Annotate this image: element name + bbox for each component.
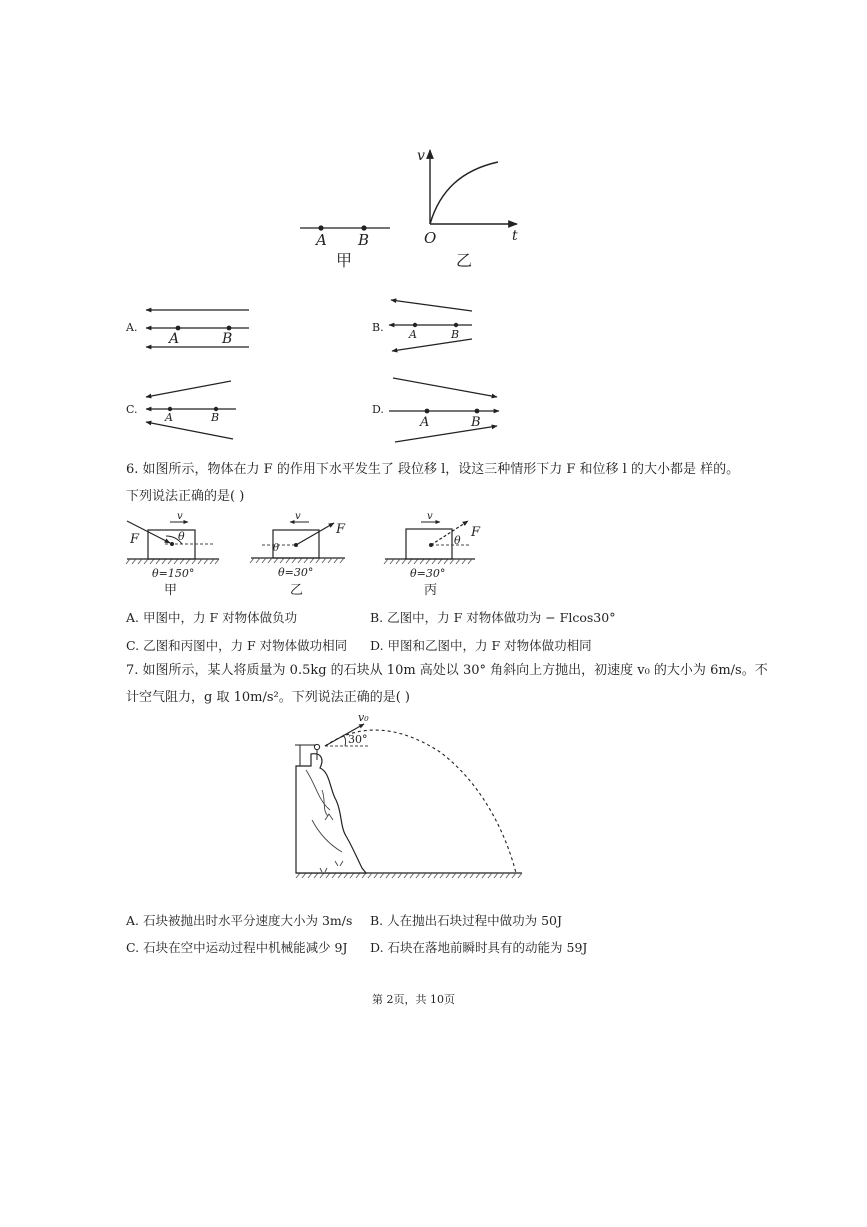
label-point-b: B [358, 231, 370, 249]
option-d-point-a: A [420, 415, 430, 430]
option-a-point-a: A [169, 331, 180, 347]
q7-option-b: B. 人在抛出石块过程中做功为 50J [370, 913, 563, 928]
q6-fig2-angle-value: θ=30° [278, 566, 314, 579]
q5-option-a-label: A. [126, 321, 138, 334]
option-d-diagram [389, 378, 499, 442]
figure-yi-vt-graph [417, 148, 518, 270]
q6-fig1-angle-value: θ=150° [152, 567, 195, 580]
q6-figure-jia [126, 511, 219, 598]
q5-option-c-label: C. [126, 403, 138, 416]
q6-fig1-angle: θ [178, 530, 185, 543]
option-b-point-a: A [409, 328, 417, 341]
q6-fig2-velocity: v [295, 511, 301, 522]
point-a-dot [318, 225, 323, 230]
option-c-point-a: A [165, 411, 173, 424]
q6-fig2-angle: θ [273, 543, 280, 554]
q6-fig3-angle: θ [454, 534, 461, 547]
page-footer: 第 2页，共 10页 [372, 993, 455, 1006]
q6-option-a: A. 甲图中，力 F 对物体做负功 [126, 610, 298, 625]
q6-fig3-caption: 丙 [424, 583, 438, 598]
vt-curve [430, 162, 498, 224]
q6-question-line1: 6. 如图所示，物体在力 F 的作用下水平发生了 段位移 l，设这三种情形下力 F 和位移 l 的大小都是 样的。 [126, 462, 740, 477]
label-axis-t: t [512, 228, 518, 244]
figure-jia [300, 225, 390, 270]
q7-velocity-label: v₀ [358, 711, 369, 724]
label-origin: O [424, 229, 437, 247]
option-c-point-b: B [211, 411, 220, 424]
q6-fig3-angle-value: θ=30° [410, 567, 446, 580]
label-axis-v: v [417, 148, 425, 164]
option-b-point-b: B [451, 328, 460, 341]
caption-yi: 乙 [456, 251, 473, 270]
q7-question-line2: 计空气阻力，g 取 10m/s²。下列说法正确的是( ) [126, 690, 410, 705]
option-d-point-b: B [471, 415, 481, 430]
point-b-dot [361, 225, 366, 230]
q5-option-d-label: D. [372, 403, 384, 416]
q5-option-b-label: B. [372, 321, 384, 334]
q6-option-d: D. 甲图和乙图中，力 F 对物体做功相同 [370, 638, 592, 653]
q6-fig2-force: F [336, 522, 346, 537]
q6-figure-yi [250, 511, 346, 598]
option-c-diagram [146, 381, 236, 439]
option-a-point-b: B [222, 331, 233, 347]
q7-option-d: D. 石块在落地前瞬时具有的动能为 59J [370, 940, 588, 955]
q6-fig1-caption: 甲 [164, 583, 178, 598]
q6-option-c: C. 乙图和丙图中，力 F 对物体做功相同 [126, 638, 348, 653]
q7-option-a: A. 石块被抛出时水平分速度大小为 3m/s [126, 913, 353, 928]
option-a-diagram [146, 310, 249, 347]
q7-question-line1: 7. 如图所示，某人将质量为 0.5kg 的石块从 10m 高处以 30° 角斜向上方抛出，初速度 v₀ 的大小为 6m/s。不 [126, 663, 768, 678]
q6-option-b: B. 乙图中，力 F 对物体做功为 − Flcos30° [370, 610, 616, 625]
label-point-a: A [316, 231, 327, 249]
caption-jia: 甲 [336, 251, 353, 270]
q6-fig1-velocity: v [177, 511, 183, 522]
q6-fig1-force: F [130, 532, 140, 547]
q7-option-c: C. 石块在空中运动过程中机械能减少 9J [126, 940, 348, 955]
q6-question-line2: 下列说法正确的是( ) [126, 489, 245, 504]
option-b-diagram [389, 300, 472, 351]
q6-fig3-force: F [471, 525, 481, 540]
q7-figure-projectile [295, 711, 522, 878]
q6-fig2-caption: 乙 [290, 583, 304, 598]
q6-figure-bing [384, 511, 481, 598]
q6-fig3-velocity: v [427, 511, 433, 522]
q7-angle-label: 30° [348, 733, 368, 746]
